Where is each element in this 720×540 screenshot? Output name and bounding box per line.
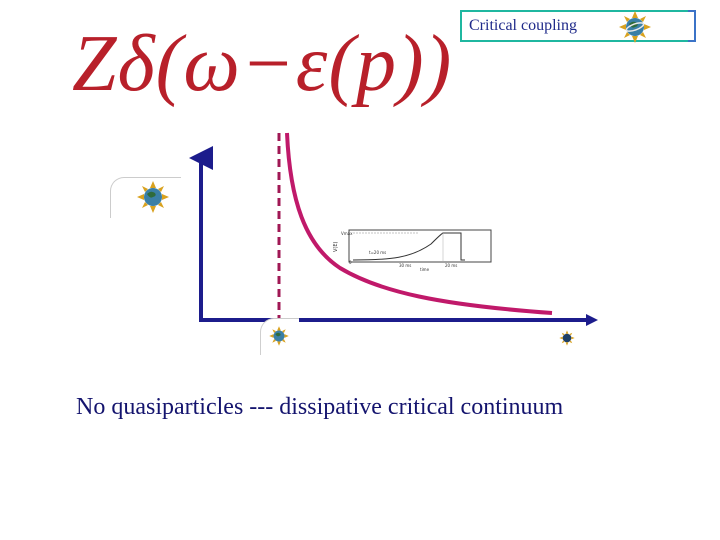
- globe-sun-icon: [265, 322, 293, 350]
- inset-graph: [331, 222, 493, 272]
- globe-sun-icon: [556, 328, 578, 348]
- x-axis-arrow: [586, 314, 598, 326]
- formula: Zδ(ω−ε(p)): [72, 20, 453, 108]
- inset-t-label: t=20 ms: [369, 250, 387, 255]
- globe-sun-icon: [130, 180, 176, 214]
- caption: No quasiparticles --- dissipative critical continuum: [76, 394, 564, 420]
- inset-tick2: 20 ms: [445, 263, 458, 268]
- inset-frame: [349, 230, 491, 262]
- inset-y-label: V(E): [333, 241, 339, 252]
- slide-title: Critical coupling: [469, 17, 577, 34]
- inset-tick1: 30 ms: [399, 263, 412, 268]
- inset-x-label: time: [420, 267, 430, 272]
- inset-zero-label: 0: [349, 260, 352, 265]
- inset-vmax-label: Vmax: [341, 231, 353, 236]
